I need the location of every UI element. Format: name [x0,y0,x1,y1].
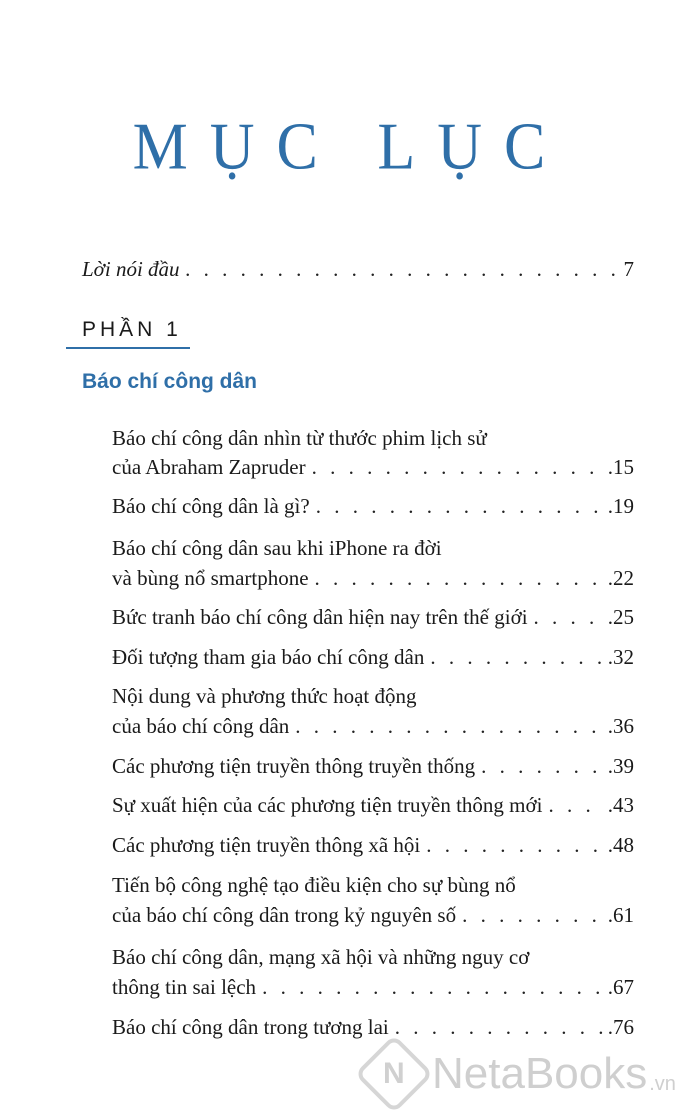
dot-leader [430,642,603,672]
toc-page-number: .19 [607,494,634,518]
toc-entry[interactable] [112,642,634,672]
page-title: MỤC LỤC [132,110,568,184]
toc-entry-label: thông tin sai lệch [112,975,257,999]
dot-leader [481,751,604,781]
toc-entry-label: Đối tượng tham gia báo chí công dân [112,645,425,669]
logo-letter: N [383,1056,405,1090]
toc-page-number: .76 [607,1015,634,1039]
toc-page-number: .36 [607,714,634,738]
toc-entry-line1: Nội dung và phương thức hoạt động [112,684,417,708]
toc-entry[interactable] [112,563,634,593]
toc-entry-label: Sự xuất hiện của các phương tiện truyền thông mới [112,793,543,817]
toc-entry-label: Các phương tiện truyền thông truyền thống [112,754,476,778]
toc-entry-label: Bức tranh báo chí công dân hiện nay trên thế giới [112,605,528,629]
dot-leader [426,830,603,860]
toc-entry-label: Lời nói đầu [82,257,180,281]
dot-leader [462,900,604,930]
toc-entry[interactable] [112,972,634,1002]
toc-entry-label: của báo chí công dân [112,714,290,738]
toc-entry-line1: Báo chí công dân, mạng xã hội và những nguy cơ [112,945,530,969]
dot-leader [312,452,604,482]
toc-entry-label: của báo chí công dân trong kỷ nguyên số [112,903,457,927]
dot-leader [262,972,604,1002]
toc-page-number: .48 [607,833,634,857]
dot-leader [548,790,603,820]
toc-entry[interactable] [112,491,634,521]
toc-entry[interactable] [112,790,634,820]
toc-page-number: .32 [607,645,634,669]
toc-entry[interactable] [112,452,634,482]
toc-entry-line1: Báo chí công dân sau khi iPhone ra đời [112,536,442,560]
toc-entry[interactable] [112,751,634,781]
dot-leader [534,602,604,632]
toc-entry-preface[interactable] [82,254,634,284]
watermark-brand: NetaBooks [432,1049,648,1098]
netabooks-logo-icon [354,1034,433,1113]
dot-leader [186,254,620,284]
section-title: Báo chí công dân [82,370,258,393]
toc-entry[interactable] [112,900,634,930]
toc-entry-label: Báo chí công dân trong tương lai [112,1015,389,1039]
toc-page-number: .67 [607,975,634,999]
watermark-suffix: .vn [649,1073,676,1095]
part-underline [66,347,190,349]
dot-leader [295,711,603,741]
toc-page-number: .61 [607,903,634,927]
dot-leader [315,563,604,593]
dot-leader [316,491,604,521]
toc-entry-label: và bùng nổ smartphone [112,566,309,590]
part-heading: PHẦN 1 [82,318,182,341]
toc-entry[interactable] [112,602,634,632]
toc-page-number: .22 [607,566,634,590]
dot-leader [395,1012,604,1042]
toc-page-number: 7 [623,257,634,281]
watermark [366,1046,676,1102]
toc-entry-line1: Báo chí công dân nhìn từ thước phim lịch sử [112,426,487,450]
toc-entry[interactable] [112,830,634,860]
toc-entry-label: của Abraham Zapruder [112,455,306,479]
toc-page-number: .43 [607,793,634,817]
toc-page-number: .39 [607,754,634,778]
toc-page-number: .25 [607,605,634,629]
toc-page-number: .15 [607,455,634,479]
toc-entry-label: Báo chí công dân là gì? [112,494,310,518]
toc-entry-label: Các phương tiện truyền thông xã hội [112,833,421,857]
toc-entry[interactable] [112,711,634,741]
toc-entry[interactable] [112,1012,634,1042]
toc-entry-line1: Tiến bộ công nghệ tạo điều kiện cho sự bùng nổ [112,873,516,897]
